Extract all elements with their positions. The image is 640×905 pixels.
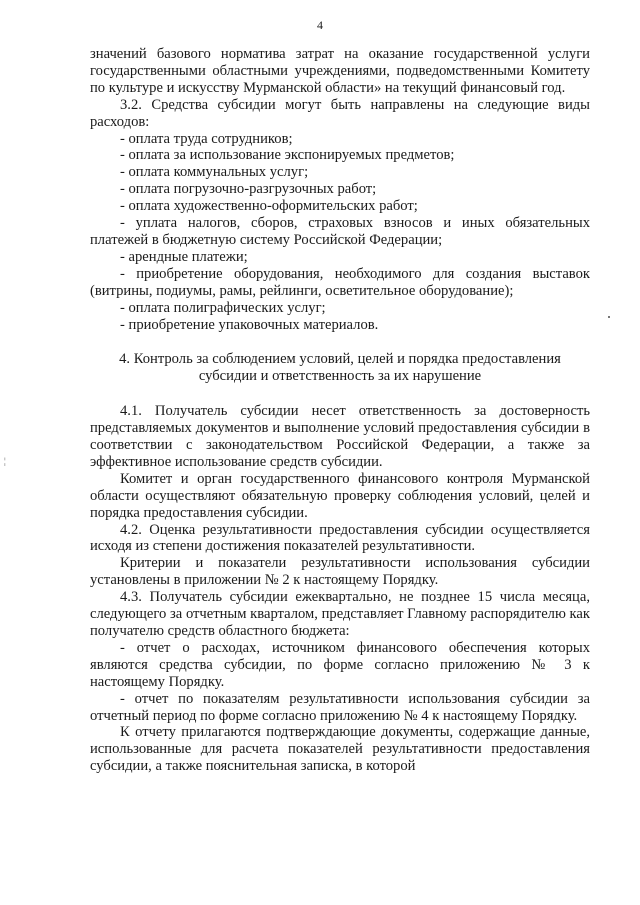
list-item: - приобретение упаковочных материалов. <box>120 316 379 333</box>
document-body <box>90 46 590 775</box>
list-item: - оплата погрузочно-разгрузочных работ; <box>120 181 377 198</box>
list-item: - оплата художественно-оформительских работ; <box>120 198 418 215</box>
list-item: - арендные платежи; <box>120 248 248 265</box>
paragraph: Комитет и орган государственного финансового контроля Мурманской области осуществляют обязательную проверку соблюдения условий, целей и порядка предоставления субсидии. <box>90 470 590 521</box>
list-item: - отчет по показателям результативности использования субсидии за отчетный период по форме согласно приложению № 4 к настоящему Порядку. <box>90 690 590 724</box>
page-number: 4 <box>317 18 323 32</box>
list-item: - оплата коммунальных услуг; <box>120 164 309 181</box>
scan-margin-mark: ¦ <box>4 456 6 466</box>
list-item: - оплата труда сотрудников; <box>120 130 293 147</box>
section-heading: 4. Контроль за соблюдением условий, целей и порядка предоставления субсидии и ответственность за их нарушение <box>119 351 561 385</box>
list-item: - оплата полиграфических услуг; <box>120 299 326 316</box>
list-item: - приобретение оборудования, необходимого для создания выставок (витрины, подиумы, рамы, рейлинги, осветительное оборудование); <box>90 265 590 299</box>
paragraph-3-2: 3.2. Средства субсидии могут быть направлены на следующие виды расходов: <box>90 96 590 130</box>
scan-speck <box>608 316 610 318</box>
paragraph: Критерии и показатели результативности использования субсидии установлены в приложении № 2 к настоящему Порядку. <box>90 555 590 589</box>
paragraph-4-3: 4.3. Получатель субсидии ежеквартально, не позднее 15 числа месяца, следующего за отчетным кварталом, представляет Главному распорядителю как получателю средств областного бюджета: <box>90 589 590 639</box>
paragraph: К отчету прилагаются подтверждающие документы, содержащие данные, использованные для расчета показателей результативности предоставления субсидии, а также пояснительная записка, в которой <box>90 724 590 775</box>
paragraph-4-2: 4.2. Оценка результативности предоставления субсидии осуществляется исходя из степени достижения показателей результативности. <box>90 521 590 555</box>
list-item: - уплата налогов, сборов, страховых взносов и иных обязательных платежей в бюджетную систему Российской Федерации; <box>90 215 590 248</box>
list-item: - отчет о расходах, источником финансового обеспечения которых являются средства субсидии, по форме согласно приложению № 3 к настоящему Порядку. <box>90 639 590 690</box>
list-item: - оплата за использование экспонируемых предметов; <box>120 147 455 164</box>
paragraph-4-1: 4.1. Получатель субсидии несет ответственность за достоверность представляемых документов и выполнение условий предоставления субсидии в соответствии с законодательством Российской Федерации, а также за эффективное использование средств субсидии. <box>90 403 590 470</box>
paragraph-continuation: значений базового норматива затрат на оказание государственной услуги государственными областными учреждениями, подведомственными Комитету по культуре и искусству Мурманской области» на текущий финансовый год. <box>90 46 590 96</box>
